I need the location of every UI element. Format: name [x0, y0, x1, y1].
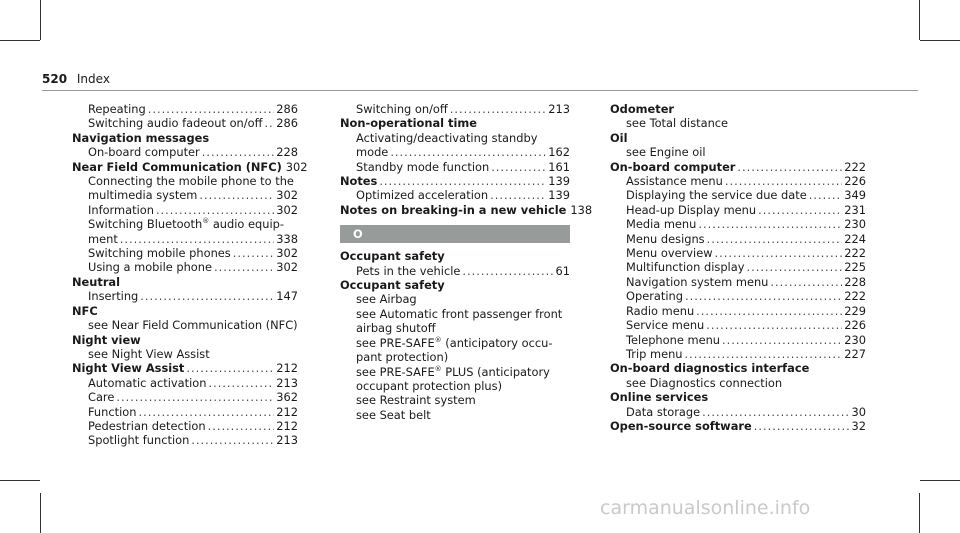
crop-mark [0, 40, 40, 41]
index-heading[interactable]: Notes ..... 139 [340, 174, 570, 188]
index-entry[interactable]: Function ..... 212 [72, 405, 298, 419]
see-reference[interactable]: see Airbag [356, 292, 417, 307]
index-entry[interactable]: Navigation system menu ..... 228 [610, 275, 866, 289]
crop-mark [0, 480, 40, 481]
index-heading: On-board diagnostics interface [610, 361, 810, 376]
index-entry[interactable]: Inserting ..... 147 [72, 289, 298, 303]
index-entry[interactable]: Care ..... 362 [72, 390, 298, 404]
index-entry[interactable]: Spotlight function ..... 213 [72, 433, 298, 447]
index-column-2 [340, 102, 593, 422]
index-entry[interactable]: Head-up Display menu ..... 231 [610, 203, 866, 217]
index-entry[interactable]: ment ..... 338 [72, 232, 298, 246]
see-reference[interactable]: see Restraint system [356, 393, 476, 408]
index-entry[interactable]: Data storage ..... 30 [610, 405, 866, 419]
index-entry[interactable]: Pedestrian detection ..... 212 [72, 419, 298, 433]
index-entry[interactable]: Displaying the service due date ..... 349 [610, 188, 866, 202]
index-heading[interactable]: Night View Assist ..... 212 [72, 361, 298, 375]
index-entry[interactable]: Switching audio fadeout on/off ..... 286 [72, 116, 298, 130]
index-heading[interactable]: Notes on breaking-in a new vehicle 138 [340, 202, 593, 217]
index-entry[interactable]: Information ..... 302 [72, 203, 298, 217]
see-reference[interactable]: pant protection) [356, 350, 449, 365]
index-column-1 [72, 102, 308, 448]
see-reference[interactable]: see PRE-SAFE® (anticipatory occu- [356, 335, 553, 350]
crop-mark [40, 493, 41, 533]
index-heading: Online services [610, 390, 709, 405]
see-reference[interactable]: see Automatic front passenger front [356, 306, 563, 321]
watermark: carmanualsonline.info [600, 497, 811, 519]
index-heading: NFC [72, 303, 98, 318]
index-entry[interactable]: Standby mode function ..... 161 [340, 160, 570, 174]
see-reference[interactable]: see Engine oil [626, 145, 706, 160]
crop-mark [920, 480, 960, 481]
index-heading: Odometer [610, 102, 675, 116]
index-entry[interactable]: Radio menu ..... 229 [610, 304, 866, 318]
see-reference[interactable]: see PRE-SAFE® PLUS (anticipatory [356, 364, 550, 379]
section-title: Index [76, 72, 110, 86]
page-header [42, 72, 110, 86]
see-reference[interactable]: occupant protection plus) [356, 378, 503, 393]
see-reference[interactable]: airbag shutoff [356, 321, 436, 336]
index-entry-text: Connecting the mobile phone to the [88, 174, 294, 189]
header-rule [42, 90, 918, 91]
letter-divider: O [340, 225, 570, 243]
index-heading: Non-operational time [340, 116, 477, 131]
index-entry[interactable]: Switching mobile phones ..... 302 [72, 246, 298, 260]
index-entry-text: Switching Bluetooth® audio equip- [88, 217, 284, 232]
index-entry[interactable]: On-board computer ..... 228 [72, 145, 298, 159]
see-reference[interactable]: see Night View Assist [88, 346, 210, 361]
index-entry[interactable]: Media menu ..... 230 [610, 217, 866, 231]
see-reference[interactable]: see Diagnostics connection [626, 375, 783, 390]
index-entry[interactable]: mode ..... 162 [340, 145, 570, 159]
index-heading: Neutral [72, 274, 121, 289]
index-entry[interactable]: Assistance menu ..... 226 [610, 174, 866, 188]
see-reference[interactable]: see Seat belt [356, 407, 431, 422]
index-entry[interactable]: Menu designs ..... 224 [610, 232, 866, 246]
index-heading: Occupant safety [340, 278, 445, 293]
page-number: 520 [42, 72, 68, 86]
index-heading: Night view [72, 332, 141, 347]
index-entry[interactable]: Service menu ..... 226 [610, 318, 866, 332]
index-heading: Oil [610, 130, 628, 145]
index-entry[interactable]: Operating ..... 222 [610, 289, 866, 303]
index-column-3 [610, 102, 866, 433]
index-entry[interactable]: Multifunction display ..... 225 [610, 260, 866, 274]
see-reference[interactable]: see Near Field Communication (NFC) [88, 318, 298, 333]
index-entry[interactable]: Telephone menu ..... 230 [610, 333, 866, 347]
crop-mark [919, 493, 920, 533]
crop-mark [919, 0, 920, 40]
index-entry-text: Activating/deactivating standby [356, 130, 538, 145]
index-heading: Navigation messages [72, 130, 210, 145]
index-entry[interactable]: Pets in the vehicle ..... 61 [340, 264, 570, 278]
crop-mark [920, 40, 960, 41]
index-entry[interactable]: multimedia system ..... 302 [72, 188, 298, 202]
index-heading[interactable]: Near Field Communication (NFC) 302 [72, 159, 308, 174]
index-heading[interactable]: Open-source software ..... 32 [610, 419, 866, 433]
index-entry[interactable]: Using a mobile phone ..... 302 [72, 260, 298, 274]
index-entry[interactable]: Automatic activation ..... 213 [72, 376, 298, 390]
index-heading[interactable]: On-board computer ..... 222 [610, 160, 866, 174]
index-entry[interactable]: Optimized acceleration ..... 139 [340, 188, 570, 202]
index-entry[interactable]: Menu overview ..... 222 [610, 246, 866, 260]
index-heading: Occupant safety [340, 249, 445, 264]
index-entry[interactable]: Trip menu ..... 227 [610, 347, 866, 361]
index-entry[interactable]: Switching on/off ..... 213 [340, 102, 570, 116]
index-entry[interactable]: Repeating ..... 286 [72, 102, 298, 116]
see-reference[interactable]: see Total distance [626, 116, 729, 131]
crop-mark [40, 0, 41, 40]
